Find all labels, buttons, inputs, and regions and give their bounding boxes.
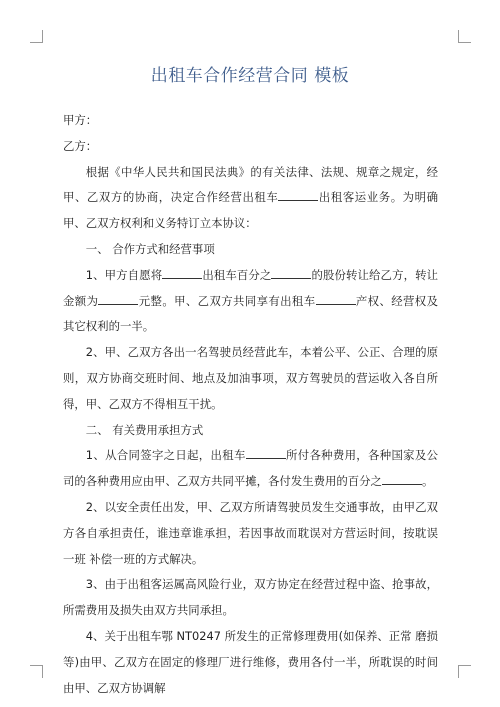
document-title: 出租车合作经营合同 模板 (150, 66, 350, 86)
fill-blank[interactable] (246, 447, 286, 459)
clause-2-4: 4、关于出租车鄂 NT0247 所发生的正常修理费用(如保养、正常 磨损等)由甲、乙双方在固定的修理厂进行维修，费用各付一半，所耽误的时间由甲、乙双方协调解 (63, 628, 438, 695)
document-body (63, 108, 438, 701)
intro-paragraph: 根据《中华人民共和国民法典》的有关法律、法规、规章之规定，经甲、乙双方的协商，决定合作经营出租车 出租客运业务。为明确甲、乙双方权利和义务特订立本协议： (63, 164, 438, 231)
clause-1-1: 1、甲方自愿将 出租车百分之 的股份转让给乙方，转让金额为 元整。甲、乙双方共同享有出租车 产权、经营权及其它权利的一半。 (63, 267, 438, 334)
page-corner-mark (458, 30, 471, 43)
fill-blank[interactable] (98, 292, 138, 304)
party-a-line: 甲方： (63, 113, 98, 127)
fill-blank[interactable] (316, 292, 356, 304)
section-heading: 二、 有关费用承担方式 (85, 422, 204, 437)
clause-2-3: 3、由于出租客运属高风险行业，双方协定在经营过程中盗、抢事故，所需费用及损失由双方共同承担。 (63, 577, 438, 618)
fill-blank[interactable] (162, 266, 202, 278)
clause-2-2: 2、以安全责任出发，甲、乙双方所请驾驶员发生交通事故，由甲乙双方各自承担责任，谁违章谁承担，若因事故而耽误对方营运时间，按耽误一班 补偿一班的方式解决。 (63, 499, 438, 566)
section-heading: 一、 合作方式和经营事项 (85, 241, 215, 256)
fill-blank[interactable] (278, 189, 318, 201)
fill-blank[interactable] (271, 266, 311, 278)
fill-blank[interactable] (382, 473, 422, 485)
clause-1-2: 2、甲、乙双方各出一名驾驶员经营此车，本着公平、公正、合理的原则，双方协商交班时间、地点及加油事项，双方驾驶员的营运收入各自所得，甲、乙双方不得相互干扰。 (63, 345, 438, 411)
page-corner-mark (30, 30, 43, 43)
party-b-line: 乙方： (63, 138, 98, 153)
clause-2-1: 1、从合同签字之日起，出租车 所付各种费用，各种国家及公司的各种费用应由甲、乙双方共同平摊，各付发生费用的百分之 。 (63, 448, 438, 489)
page-corner-mark (458, 665, 471, 678)
page-corner-mark (30, 665, 43, 678)
